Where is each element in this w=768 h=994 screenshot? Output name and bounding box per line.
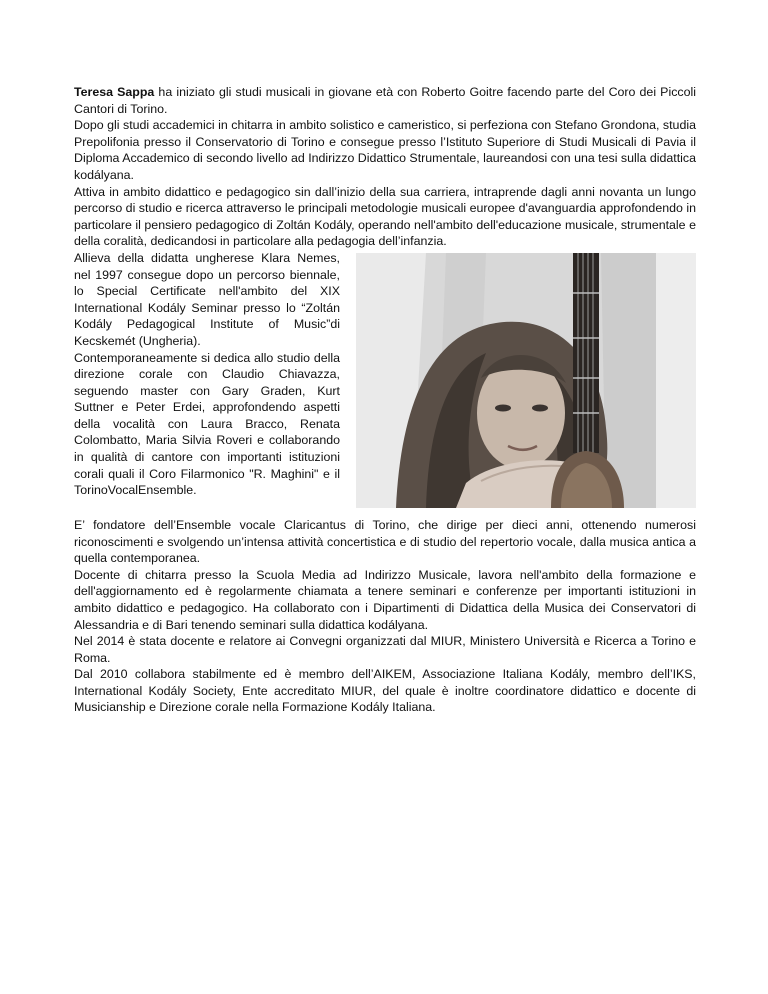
photo-section	[74, 250, 696, 517]
portrait-photo	[356, 253, 696, 508]
bio-paragraph-3: Attiva in ambito didattico e pedagogico sin dall’inizio della sua carriera, intraprende dagli anni novanta un lungo percorso di studio e ricerca attraverso le principali metodologie musicali europee d'avanguardia approfondendo in particolare il pensiero pedagogico di Zoltán Kodály, operando nell'ambito dell'educazione musicale, strumentale e della coralità, dedicandosi in particolare alla pedagogia dell’infanzia.	[74, 184, 696, 249]
person-name: Teresa Sappa	[74, 85, 155, 99]
document-page	[74, 84, 696, 716]
bio-paragraph-1	[74, 84, 696, 117]
bio-paragraph-8: Nel 2014 è stata docente e relatore ai Convegni organizzati dal MIUR, Ministero Università e Ricerca a Torino e Roma.	[74, 634, 696, 665]
bio-paragraph-1-text: ha iniziato gli studi musicali in giovane età con Roberto Goitre facendo parte del Coro dei Piccoli Cantori di Torino.	[74, 85, 696, 116]
bio-paragraph-4: Allieva della didatta ungherese Klara Nemes, nel 1997 consegue dopo un percorso biennale, lo Special Certificate nell'ambito del XIX International Kodály Seminar presso lo “Zoltán Kodály Pedagogical Institute of Music”di Kecskemét (Ungheria).	[74, 250, 340, 348]
bio-paragraph-9: Dal 2010 collabora stabilmente ed è membro dell’AIKEM, Associazione Italiana Kodály, membro dell’IKS, International Kodály Society, Ente accreditato MIUR, del quale è inoltre coordinatore didattico e docente di Musicianship e Direzione corale nella Formazione Kodály Italiana.	[74, 667, 696, 715]
bio-paragraph-6: E’ fondatore dell’Ensemble vocale Claricantus di Torino, che dirige per dieci anni, ottenendo numerosi riconoscimenti e svolgendo un’intensa attività concertistica e di studio del repertorio vocale, dalla musica antica a quella contemporanea.	[74, 517, 696, 566]
photo-side-text	[74, 250, 340, 499]
bio-paragraph-7: Docente di chitarra presso la Scuola Media ad Indirizzo Musicale, lavora nell'ambito della formazione e dell'aggiornamento ed è regolarmente chiamata a tenere seminari e conferenze per importanti istituzioni in ambito didattico e pedagogico. Ha collaborato con i Dipartimenti di Didattica della Musica dei Conservatori di Alessandria e di Bari tenendo seminari sulla didattica kodályana.	[74, 567, 696, 632]
bio-paragraph-5: Contemporaneamente si dedica allo studio della direzione corale con Claudio Chiavazza, seguendo master con Gary Graden, Kurt Suttner e Peter Erdei, approfondendo aspetti della vocalità con Laura Bracco, Renata Colombatto, Maria Silvia Roveri e collaborando in qualità di cantore con importanti istituzioni corali quali il Coro Filarmonico "R. Maghini" e il TorinoVocalEnsemble.	[74, 350, 340, 498]
bio-paragraph-2: Dopo gli studi accademici in chitarra in ambito solistico e cameristico, si perfeziona con Stefano Grondona, studia Prepolifonia presso il Conservatorio di Torino e consegue presso l’Istituto Superiore di Studi Musicali di Pavia il Diploma Accademico di secondo livello ad Indirizzo Didattico Strumentale, laureandosi con una tesi sulla didattica kodályana.	[74, 118, 696, 182]
